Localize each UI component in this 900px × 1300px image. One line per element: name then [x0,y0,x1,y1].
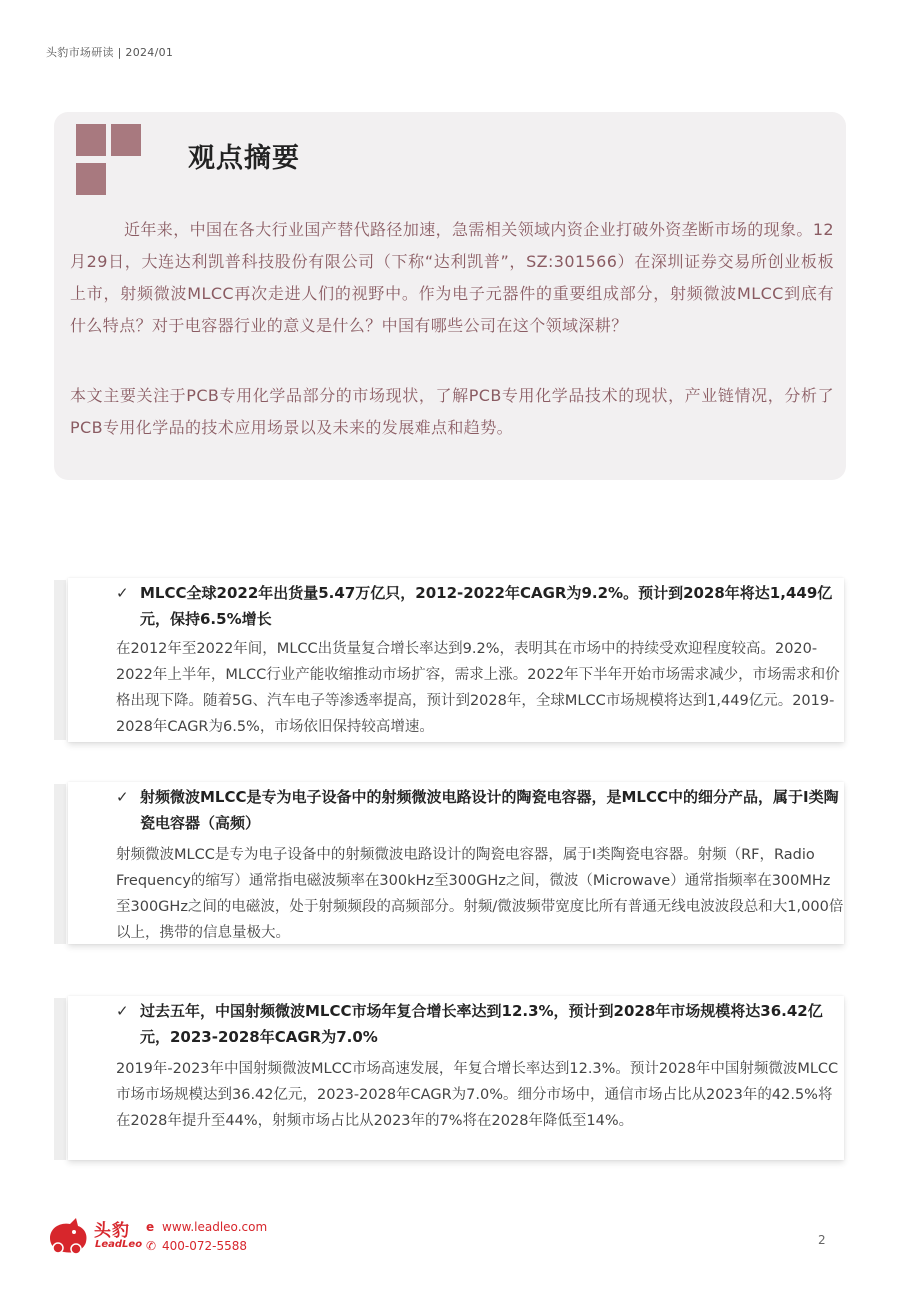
header-text: 头豹市场研读 | 2024/01 [46,46,174,59]
point-card-2 [68,782,844,944]
footer-phone: ✆ 400-072-5588 [146,1239,248,1253]
web-icon: e [146,1220,155,1234]
footer-website[interactable]: e www.leadleo.com [146,1220,268,1234]
phone-icon: ✆ [146,1239,157,1253]
summary-paragraph-1: 近年来，中国在各大行业国产替代路径加速，急需相关领域内资企业打破外资垄断市场的现象。12月29日，大连达利凯普科技股份有限公司（下称“达利凯普”，SZ:301566）在深圳证券交易所创业板板上市，射频微波MLCC再次走进人们的视野中。作为电子元器件的重要组成部分，射频微波MLCC到底有什么特点？对于电容器行业的意义是什么？中国有哪些公司在这个领域深耕？ [70,220,834,335]
card-accent-bar [54,998,66,1160]
logo-text-cn: 头豹 [94,1221,130,1241]
point-body-3: 2019年-2023年中国射频微波MLCC市场高速发展，年复合增长率达到12.3%。预计2028年中国射频微波MLCC市场市场规模达到36.42亿元，2023-2028年CAGR为7.0%。细分市场中，通信市场占比从2023年的42.5%将在2028年提升至44%，射频市场占比从2023年的7%将在2028年降低至14%。 [116,1061,839,1129]
checkmark-icon: ✓ [116,1002,129,1020]
card-accent-bar [54,784,66,944]
checkmark-icon: ✓ [116,788,129,806]
point-card-3 [68,996,844,1160]
point-body-1: 在2012年至2022年间，MLCC出货量复合增长率达到9.2%，表明其在市场中的持续受欢迎程度较高。2020-2022年上半年，MLCC行业产能收缩推动市场扩容，需求上涨。2022年下半年开始市场需求减少，市场需求和价格出现下降。随着5G、汽车电子等渗透率提高，预计到2028年，全球MLCC市场规模将达到1,449亿元。2019-2028年CAGR为6.5%，市场依旧保持较高增速。 [116,641,840,735]
point-heading-3: ✓ 过去五年，中国射频微波MLCC市场年复合增长率达到12.3%，预计到2028年市场规模将达36.42亿元，2023-2028年CAGR为7.0% [116,998,840,1050]
point-heading-2: ✓ 射频微波MLCC是专为电子设备中的射频微波电路设计的陶瓷电容器，是MLCC中的细分产品，属于I类陶瓷电容器（高频） [116,784,840,836]
point-card-1 [68,578,844,742]
logo-text-en: LeadLeo [95,1239,143,1250]
point-heading-1: ✓ MLCC全球2022年出货量5.47万亿只，2012-2022年CAGR为9.2%。预计到2028年将达1,449亿元，保持6.5%增长 [116,580,840,632]
summary-paragraph-2: 本文主要关注于PCB专用化学品部分的市场现状，了解PCB专用化学品技术的现状，产业链情况，分析了PCB专用化学品的技术应用场景以及未来的发展难点和趋势。 [70,386,834,437]
summary-title: 观点摘要 [188,143,300,174]
checkmark-icon: ✓ [116,584,129,602]
page-number: 2 [818,1233,826,1247]
leadleo-logo-icon [44,1216,92,1256]
summary-box [54,112,846,480]
point-body-2: 射频微波MLCC是专为电子设备中的射频微波电路设计的陶瓷电容器，属于I类陶瓷电容器。射频（RF，Radio Frequency的缩写）通常指电磁波频率在300kHz至300GHz之间，微波（Microwave）通常指频率在300MHz至300GHz之间的电磁波，处于射频频段的高频部分。射频/微波频带宽度比所有普通无线电波波段总和大1,000倍以上，携带的信息量极大。 [116,847,844,941]
card-accent-bar [54,580,66,740]
